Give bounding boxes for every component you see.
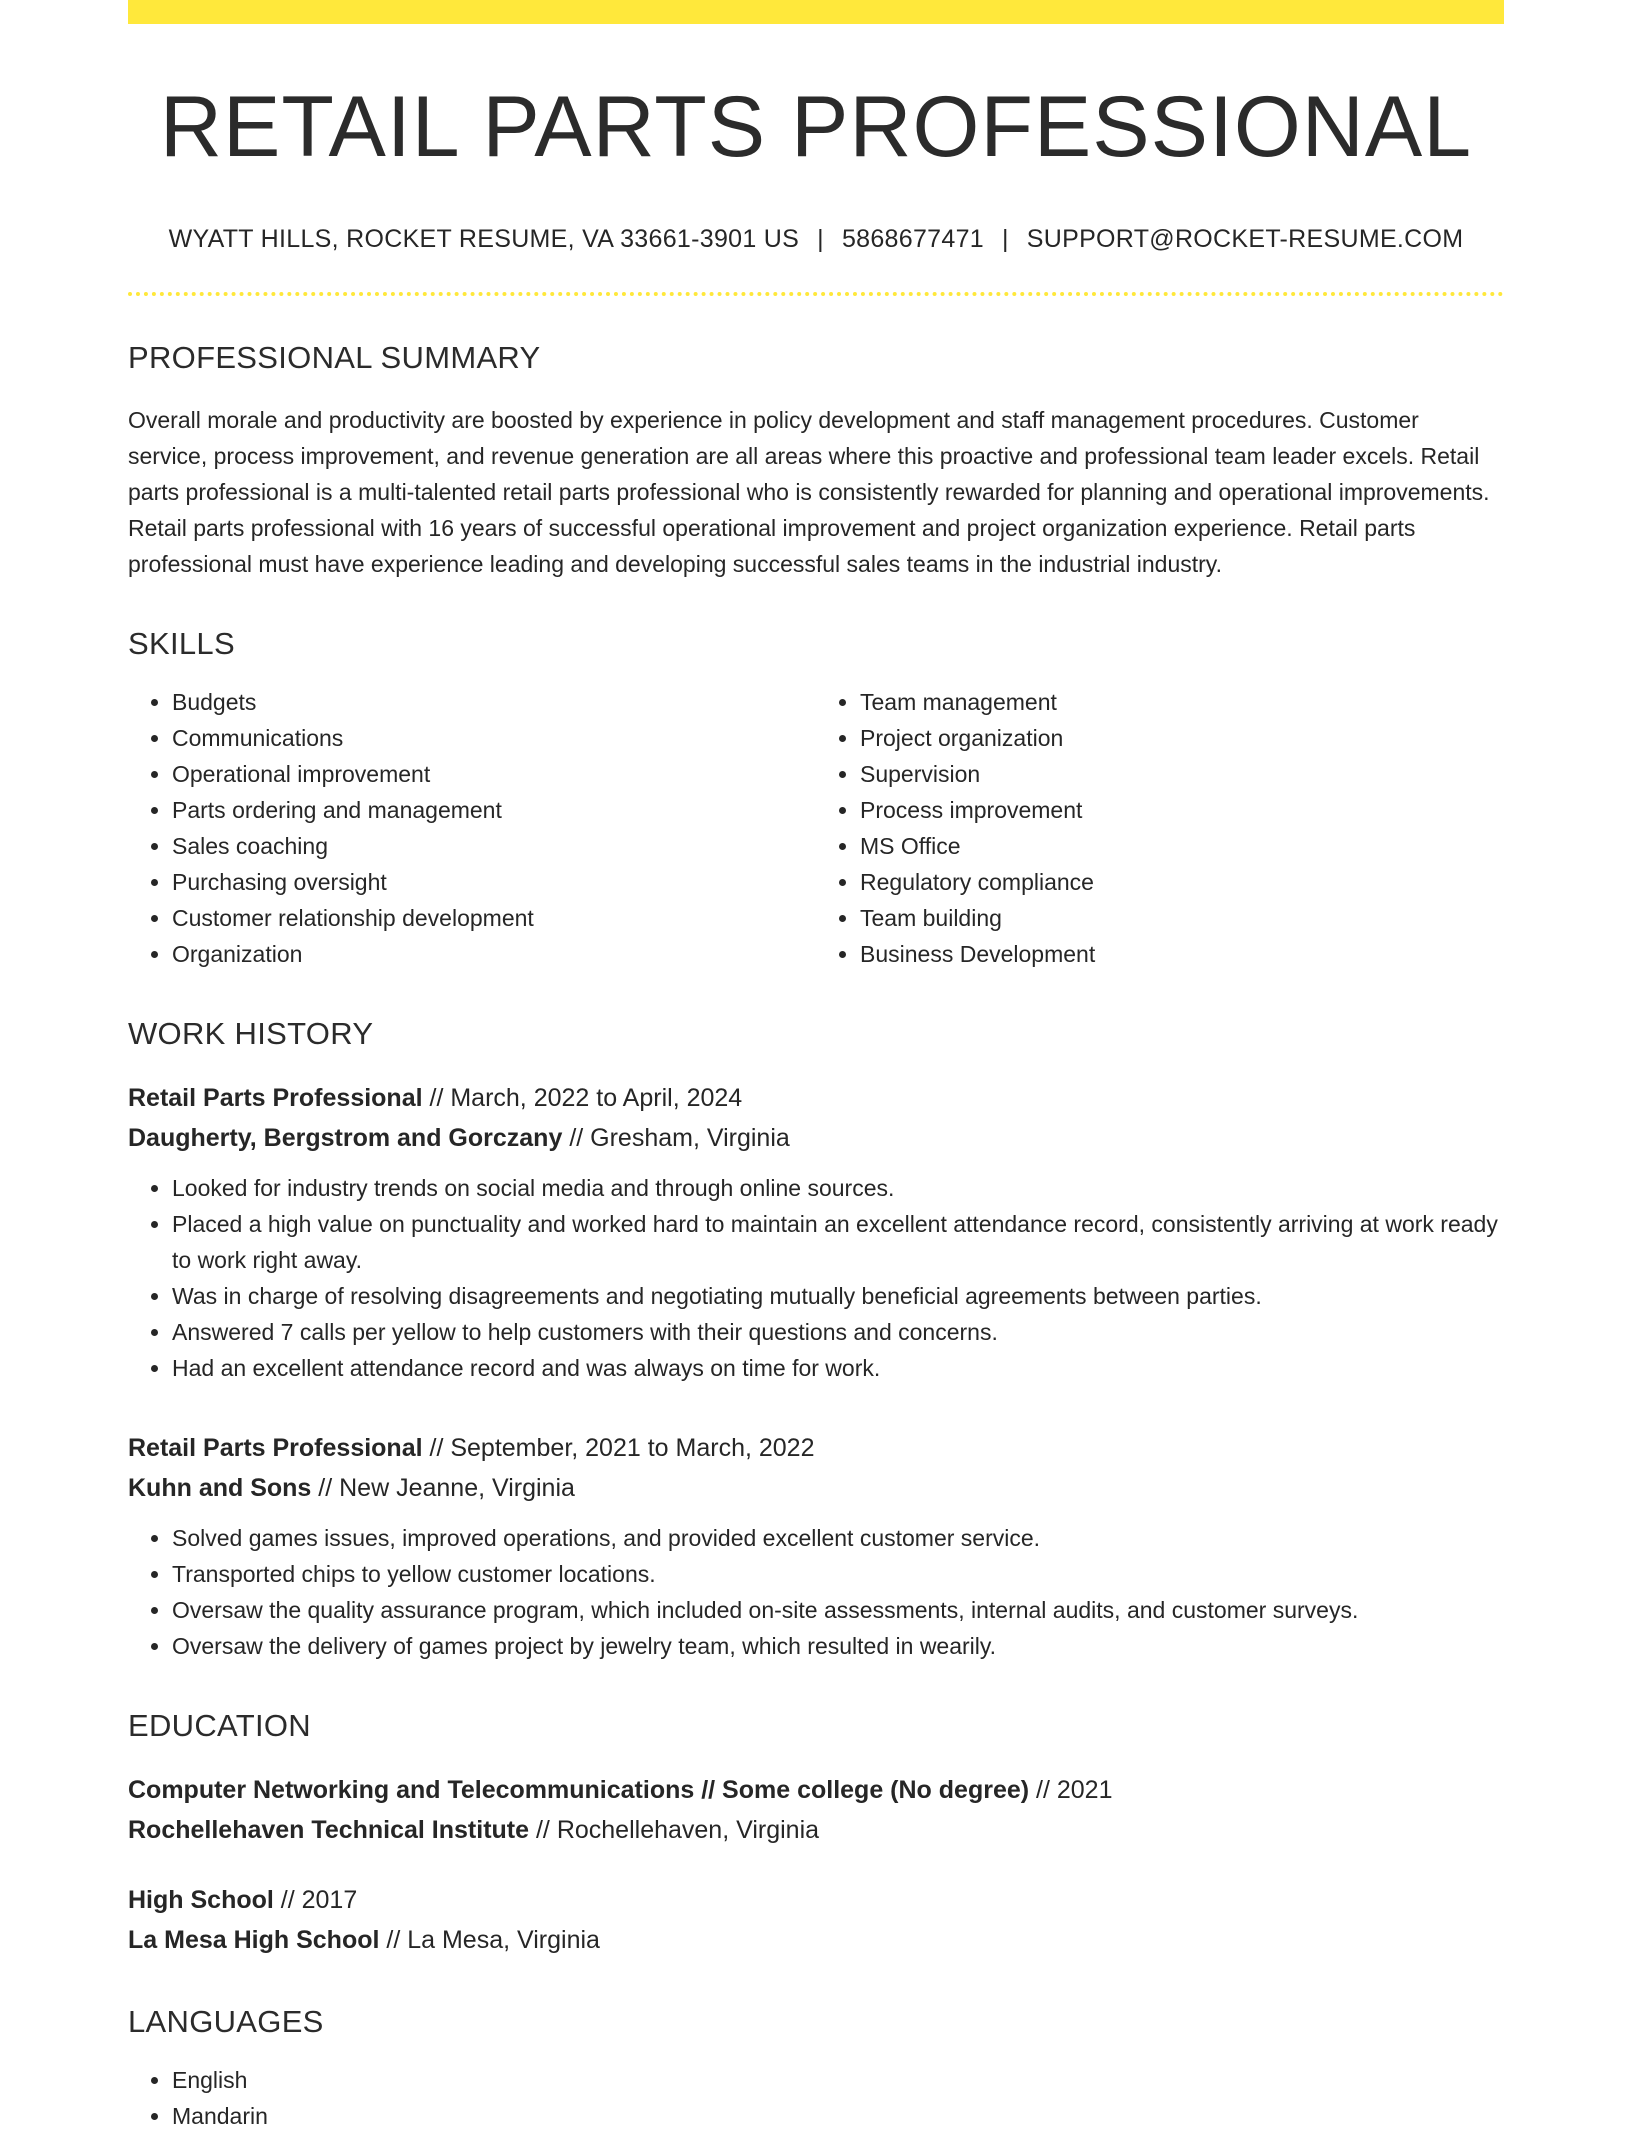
contact-phone: 5868677471	[841, 224, 984, 253]
job-dates: // September, 2021 to March, 2022	[429, 1433, 815, 1462]
job-bullet: • Solved games issues, improved operations, and provided excellent customer service.	[172, 1520, 1504, 1556]
job-bullet: • Answered 7 calls per yellow to help customers with their questions and concerns.	[172, 1314, 1504, 1350]
skill-item: • Parts ordering and management	[172, 792, 816, 828]
skill-item: • Team management	[860, 684, 1504, 720]
contact-line	[128, 225, 1504, 254]
resume-page	[128, 0, 1504, 2134]
skills-column-right	[816, 684, 1504, 972]
education-heading: EDUCATION	[128, 1707, 311, 1743]
education-school-line	[128, 1810, 1504, 1850]
education-degree: High School	[128, 1885, 274, 1914]
language-item: • Mandarin	[172, 2098, 1504, 2134]
job-bullets	[128, 1520, 1504, 1664]
job-company-line	[128, 1468, 1504, 1508]
skill-item: • Team building	[860, 900, 1504, 936]
education-entry	[128, 1770, 1504, 1850]
contact-separator: |	[1001, 224, 1009, 253]
summary-text: Overall morale and productivity are boosted by experience in policy development and staff management procedures. Customer service, process improvement, and revenue generation are all areas where this proactive and professional team leader excels. Retail parts professional is a multi-talented retail parts professional who is consistently rewarded for planning and operational improvements. Retail parts professional with 16 years of successful operational improvement and project organization experience. Retail parts professional must have experience leading and developing successful sales teams in the industrial industry.	[128, 406, 1490, 577]
skill-item: • Supervision	[860, 756, 1504, 792]
skill-item: • Budgets	[172, 684, 816, 720]
education-degree-line	[128, 1770, 1504, 1810]
job-bullet: • Oversaw the quality assurance program, which included on-site assessments, internal audits, and customer surveys.	[172, 1592, 1504, 1628]
job-role: Retail Parts Professional	[128, 1083, 423, 1112]
education-year: // 2017	[280, 1885, 358, 1914]
job-company: Daugherty, Bergstrom and Gorczany	[128, 1123, 563, 1152]
contact-email: SUPPORT@ROCKET-RESUME.COM	[1026, 224, 1464, 253]
education-school: Rochellehaven Technical Institute	[128, 1815, 530, 1844]
resume-name: RETAIL PARTS PROFESSIONAL	[159, 79, 1473, 175]
job-bullet: • Transported chips to yellow customer locations.	[172, 1556, 1504, 1592]
skill-item: • Customer relationship development	[172, 900, 816, 936]
education-location: // La Mesa, Virginia	[386, 1925, 600, 1954]
job-entry	[128, 1428, 1504, 1664]
education-school: La Mesa High School	[128, 1925, 380, 1954]
skill-item: • Purchasing oversight	[172, 864, 816, 900]
skill-item: • Project organization	[860, 720, 1504, 756]
skills-column-left	[128, 684, 816, 972]
summary-heading: PROFESSIONAL SUMMARY	[128, 339, 541, 375]
job-bullet: • Placed a high value on punctuality and worked hard to maintain an excellent attendance record, consistently arriving at work ready to work right away.	[172, 1206, 1504, 1278]
job-role: Retail Parts Professional	[128, 1433, 423, 1462]
job-company-line	[128, 1118, 1504, 1158]
language-item: • English	[172, 2062, 1504, 2098]
top-accent-bar	[128, 0, 1504, 24]
skill-item: • Process improvement	[860, 792, 1504, 828]
job-bullet: • Oversaw the delivery of games project by jewelry team, which resulted in wearily.	[172, 1628, 1504, 1664]
job-bullets	[128, 1170, 1504, 1386]
job-bullet: • Was in charge of resolving disagreements and negotiating mutually beneficial agreements between parties.	[172, 1278, 1504, 1314]
contact-separator: |	[817, 224, 824, 253]
education-school-line	[128, 1920, 1504, 1960]
job-location: // New Jeanne, Virginia	[318, 1473, 575, 1502]
job-dates: // March, 2022 to April, 2024	[429, 1083, 743, 1112]
education-degree: Computer Networking and Telecommunications // Some college (No degree)	[128, 1775, 1030, 1804]
skill-item: • Regulatory compliance	[860, 864, 1504, 900]
skills-list	[128, 684, 1504, 972]
skill-item: • Communications	[172, 720, 816, 756]
languages-heading: LANGUAGES	[128, 2003, 324, 2039]
dotted-divider	[128, 292, 1504, 296]
job-title-line	[128, 1428, 1504, 1468]
education-location: // Rochellehaven, Virginia	[535, 1815, 820, 1844]
skills-heading: SKILLS	[128, 625, 235, 661]
education-degree-line	[128, 1880, 1504, 1920]
job-bullet: • Looked for industry trends on social media and through online sources.	[172, 1170, 1504, 1206]
skill-item: • Business Development	[860, 936, 1504, 972]
job-bullet: • Had an excellent attendance record and was always on time for work.	[172, 1350, 1504, 1386]
job-entry	[128, 1078, 1504, 1386]
skill-item: • Organization	[172, 936, 816, 972]
skill-item: • MS Office	[860, 828, 1504, 864]
skill-item: • Operational improvement	[172, 756, 816, 792]
job-title-line	[128, 1078, 1504, 1118]
work-history-heading: WORK HISTORY	[128, 1015, 374, 1051]
languages-list	[128, 2062, 1504, 2134]
education-year: // 2021	[1036, 1775, 1113, 1804]
skill-item: • Sales coaching	[172, 828, 816, 864]
contact-address: WYATT HILLS, ROCKET RESUME, VA 33661-3901 US	[168, 224, 800, 253]
job-company: Kuhn and Sons	[128, 1473, 312, 1502]
education-entry	[128, 1880, 1504, 1960]
job-location: // Gresham, Virginia	[569, 1123, 790, 1152]
